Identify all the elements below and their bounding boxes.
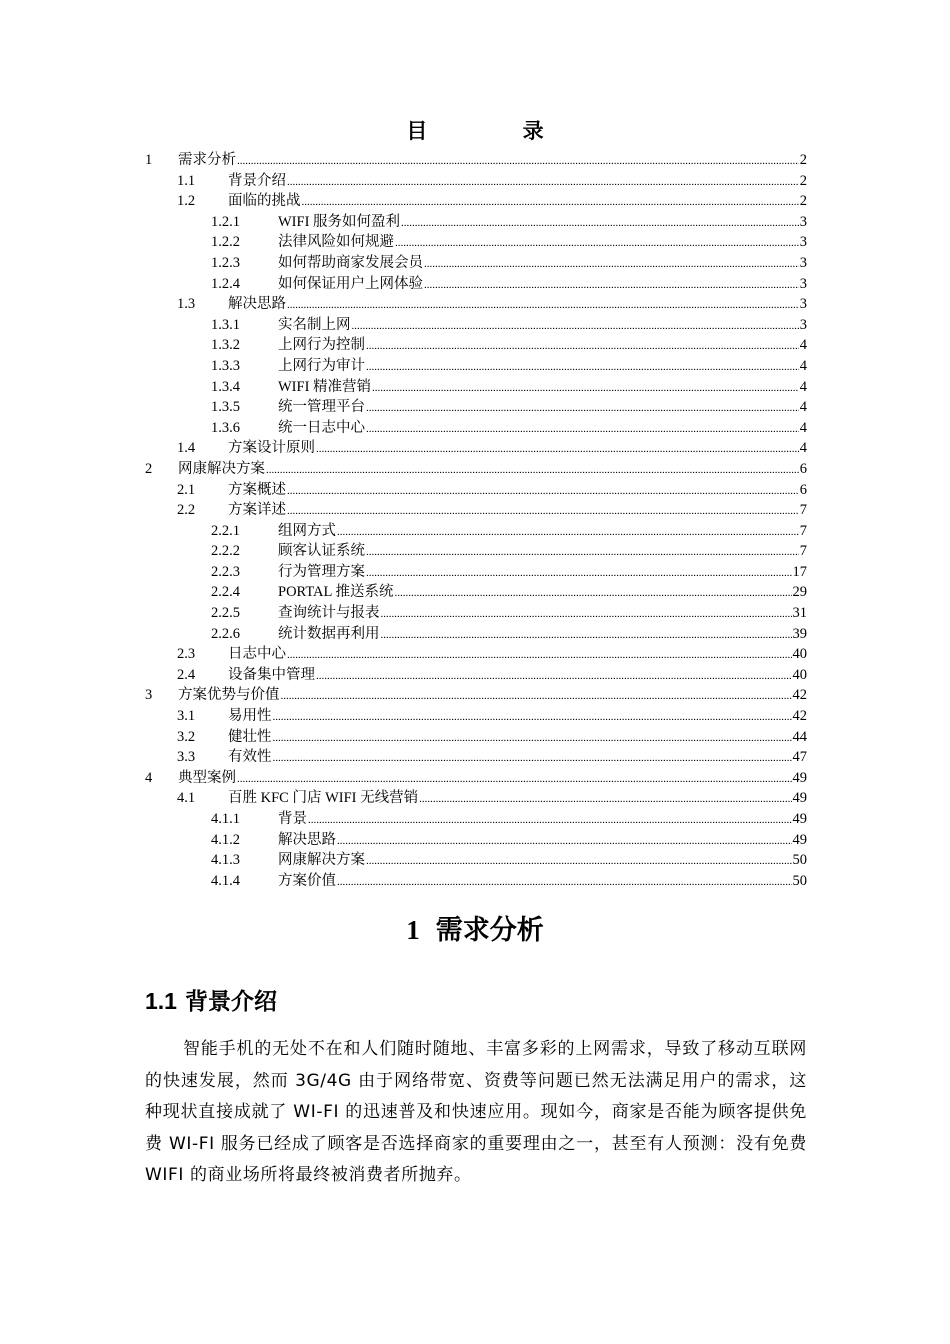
toc-entry-number: 2.2 xyxy=(177,502,196,519)
toc-entry-number: 2.2.1 xyxy=(211,522,240,539)
toc-entry-page: 47 xyxy=(792,749,807,766)
toc-entry-title: 有效性 xyxy=(228,749,272,766)
toc-dot-leader xyxy=(281,686,792,707)
toc-dot-leader xyxy=(302,192,799,213)
toc-entry-title: 日志中心 xyxy=(228,646,286,663)
toc-entry[interactable] xyxy=(145,232,807,253)
toc-entry-page: 3 xyxy=(799,316,807,333)
toc-dot-leader xyxy=(366,542,799,563)
toc-entry-number: 2.2.3 xyxy=(211,563,240,580)
toc-entry-number: 3.2 xyxy=(177,728,196,745)
toc-entry-page: 3 xyxy=(799,254,807,271)
toc-dot-leader xyxy=(366,419,799,440)
toc-entry-number: 2.2.4 xyxy=(211,584,240,601)
toc-entry-title: PORTAL 推送系统 xyxy=(278,584,394,601)
toc-entry[interactable] xyxy=(145,603,807,624)
toc-entry-title: 网康解决方案 xyxy=(278,852,365,869)
toc-entry-page: 7 xyxy=(799,543,807,560)
toc-entry-number: 1.3.2 xyxy=(211,337,240,354)
toc-dot-leader xyxy=(287,645,792,666)
table-of-contents xyxy=(145,150,807,891)
section-heading xyxy=(145,983,277,1016)
toc-entry-title: 典型案例 xyxy=(178,769,236,786)
toc-entry-title: 如何帮助商家发展会员 xyxy=(278,254,423,271)
toc-entry-number: 1.1 xyxy=(177,172,196,189)
toc-entry[interactable] xyxy=(145,768,807,789)
toc-dot-leader xyxy=(337,522,799,543)
toc-entry-number: 1.3.1 xyxy=(211,316,240,333)
body-paragraph: 智能手机的无处不在和人们随时随地、丰富多彩的上网需求，导致了移动互联网的快速发展，然而 3G/4G 由于网络带宽、资费等问题已然无法满足用户的需求，这种现状直接成就了 WI-FI 的迅速普及和快速应用。现如今，商家是否能为顾客提供免费 WI-FI 服务已经成了顾客是否选择商家的重要理由之一，甚至有人预测：没有免费 WIFI 的商业场所将最终被消费者所抛弃。 xyxy=(145,1039,807,1186)
toc-entry[interactable] xyxy=(145,665,807,686)
toc-entry-title: 组网方式 xyxy=(278,522,336,539)
toc-entry[interactable] xyxy=(145,191,807,212)
toc-entry-title: 实名制上网 xyxy=(278,316,351,333)
toc-entry-number: 2.2.6 xyxy=(211,625,240,642)
toc-dot-leader xyxy=(266,460,799,481)
toc-entry[interactable] xyxy=(145,521,807,542)
toc-entry[interactable] xyxy=(145,397,807,418)
toc-entry-title: 需求分析 xyxy=(178,152,236,168)
toc-entry-title: 如何保证用户上网体验 xyxy=(278,275,423,292)
toc-entry-page: 2 xyxy=(799,172,807,189)
toc-entry[interactable] xyxy=(145,212,807,233)
toc-entry-title: 百胜 KFC 门店 WIFI 无线营销 xyxy=(228,790,419,807)
toc-entry[interactable] xyxy=(145,294,807,315)
toc-entry-number: 4.1.1 xyxy=(211,811,240,827)
toc-dot-leader xyxy=(372,378,799,399)
toc-entry-page: 40 xyxy=(792,666,807,683)
toc-entry-page: 3 xyxy=(799,275,807,292)
toc-entry-page: 7 xyxy=(799,522,807,539)
toc-entry-title: 面临的挑战 xyxy=(228,193,301,210)
toc-entry-number: 2 xyxy=(145,460,153,477)
toc-entry-title: 统计数据再利用 xyxy=(278,625,380,642)
toc-dot-leader xyxy=(419,789,791,810)
toc-dot-leader xyxy=(366,336,799,357)
toc-entry-page: 17 xyxy=(792,563,807,580)
toc-entry-page: 50 xyxy=(792,852,807,869)
toc-entry-number: 1.2.4 xyxy=(211,275,240,292)
toc-entry-page: 2 xyxy=(799,152,807,168)
toc-dot-leader xyxy=(366,398,799,419)
toc-entry-page: 3 xyxy=(799,296,807,313)
toc-entry-page: 31 xyxy=(792,605,807,622)
toc-entry-page: 49 xyxy=(792,811,807,827)
toc-entry-page: 42 xyxy=(792,687,807,704)
toc-entry[interactable] xyxy=(145,809,807,830)
toc-entry-number: 3 xyxy=(145,687,153,704)
toc-entry[interactable] xyxy=(145,871,807,892)
toc-entry[interactable] xyxy=(145,830,807,851)
toc-entry[interactable] xyxy=(145,150,807,171)
toc-entry-title: 统一日志中心 xyxy=(278,419,365,436)
toc-dot-leader xyxy=(394,583,791,604)
toc-dot-leader xyxy=(287,501,799,522)
toc-dot-leader xyxy=(237,151,799,172)
toc-entry-page: 42 xyxy=(792,708,807,725)
toc-entry-page: 3 xyxy=(799,234,807,251)
toc-entry-title: 方案详述 xyxy=(228,502,286,519)
toc-entry-title: 背景 xyxy=(278,811,307,827)
toc-entry[interactable] xyxy=(145,727,807,748)
toc-entry-page: 40 xyxy=(792,646,807,663)
toc-entry[interactable] xyxy=(145,356,807,377)
chapter-number: 1 xyxy=(406,915,420,945)
section-title: 背景介绍 xyxy=(184,989,277,1015)
toc-entry-title: 设备集中管理 xyxy=(228,666,315,683)
toc-entry-number: 1.3.6 xyxy=(211,419,240,436)
toc-dot-leader xyxy=(273,748,792,769)
toc-entry-number: 4.1.2 xyxy=(211,831,240,848)
toc-entry[interactable] xyxy=(145,747,807,768)
toc-entry-title: 解决思路 xyxy=(278,831,336,848)
toc-entry-number: 4.1.4 xyxy=(211,872,240,889)
toc-entry-title: 顾客认证系统 xyxy=(278,543,365,560)
toc-entry-title: 解决思路 xyxy=(228,296,286,313)
toc-entry-number: 2.4 xyxy=(177,666,196,683)
toc-entry-title: 易用性 xyxy=(228,708,272,725)
toc-entry-page: 4 xyxy=(799,337,807,354)
toc-dot-leader xyxy=(381,604,792,625)
toc-entry-page: 3 xyxy=(799,213,807,230)
toc-entry-title: WIFI 服务如何盈利 xyxy=(278,213,401,230)
toc-entry-number: 4.1.3 xyxy=(211,852,240,869)
toc-entry-page: 29 xyxy=(792,584,807,601)
toc-entry[interactable] xyxy=(145,500,807,521)
chapter-title: 需求分析 xyxy=(435,915,544,946)
toc-entry[interactable] xyxy=(145,171,807,192)
toc-entry-page: 49 xyxy=(792,831,807,848)
section-number: 1.1 xyxy=(145,988,177,1014)
toc-dot-leader xyxy=(424,254,799,275)
toc-entry[interactable] xyxy=(145,685,807,706)
toc-entry-page: 50 xyxy=(792,872,807,889)
toc-dot-leader xyxy=(381,625,792,646)
toc-entry[interactable] xyxy=(145,850,807,871)
toc-entry-page: 39 xyxy=(792,625,807,642)
toc-entry-number: 1.3.4 xyxy=(211,378,240,395)
toc-entry-number: 1.3 xyxy=(177,296,196,313)
toc-entry-title: 行为管理方案 xyxy=(278,563,365,580)
toc-dot-leader xyxy=(337,872,792,893)
toc-dot-leader xyxy=(237,769,792,790)
toc-entry-title: 法律风险如何规避 xyxy=(278,234,394,251)
toc-entry[interactable] xyxy=(145,582,807,603)
toc-entry-number: 2.2.5 xyxy=(211,605,240,622)
toc-entry-number: 1.3.3 xyxy=(211,357,240,374)
toc-entry-page: 6 xyxy=(799,481,807,498)
toc-entry-number: 2.2.2 xyxy=(211,543,240,560)
toc-entry-page: 49 xyxy=(792,769,807,786)
toc-entry-number: 1.3.5 xyxy=(211,399,240,416)
toc-entry-number: 1.2.3 xyxy=(211,254,240,271)
toc-entry[interactable] xyxy=(145,377,807,398)
toc-entry[interactable] xyxy=(145,438,807,459)
chapter-heading xyxy=(0,908,950,947)
toc-entry[interactable] xyxy=(145,788,807,809)
toc-entry[interactable] xyxy=(145,644,807,665)
toc-dot-leader xyxy=(424,275,799,296)
toc-entry-title: 查询统计与报表 xyxy=(278,605,380,622)
toc-entry-page: 7 xyxy=(799,502,807,519)
toc-entry-number: 1.2.1 xyxy=(211,213,240,230)
toc-entry-page: 2 xyxy=(799,193,807,210)
toc-entry[interactable] xyxy=(145,541,807,562)
toc-dot-leader xyxy=(308,810,792,831)
toc-entry-page: 44 xyxy=(792,728,807,745)
toc-dot-leader xyxy=(316,666,792,687)
toc-entry-title: 统一管理平台 xyxy=(278,399,365,416)
toc-entry-number: 1.4 xyxy=(177,440,196,457)
toc-entry-number: 3.3 xyxy=(177,749,196,766)
toc-entry-number: 1 xyxy=(145,152,153,168)
toc-entry-number: 1.2 xyxy=(177,193,196,210)
toc-dot-leader xyxy=(337,831,792,852)
toc-dot-leader xyxy=(273,728,792,749)
toc-entry-number: 2.3 xyxy=(177,646,196,663)
toc-entry[interactable] xyxy=(145,562,807,583)
toc-entry-title: 上网行为审计 xyxy=(278,357,365,374)
toc-entry[interactable] xyxy=(145,315,807,336)
toc-entry[interactable] xyxy=(145,253,807,274)
toc-entry-title: 方案设计原则 xyxy=(228,440,315,457)
toc-entry-title: WIFI 精准营销 xyxy=(278,378,372,395)
toc-entry[interactable] xyxy=(145,335,807,356)
toc-entry-number: 4.1 xyxy=(177,790,196,807)
toc-entry-title: 方案价值 xyxy=(278,872,336,889)
toc-entry-page: 4 xyxy=(799,419,807,436)
toc-dot-leader xyxy=(366,357,799,378)
toc-entry-page: 49 xyxy=(792,790,807,807)
toc-title: 目 录 xyxy=(406,119,588,143)
toc-entry-title: 背景介绍 xyxy=(228,172,286,189)
toc-entry-number: 4 xyxy=(145,769,153,786)
toc-dot-leader xyxy=(273,707,792,728)
toc-entry[interactable] xyxy=(145,480,807,501)
toc-entry[interactable] xyxy=(145,418,807,439)
toc-entry-number: 1.2.2 xyxy=(211,234,240,251)
toc-entry-title: 方案概述 xyxy=(228,481,286,498)
toc-entry-page: 6 xyxy=(799,460,807,477)
toc-entry-number: 3.1 xyxy=(177,708,196,725)
toc-dot-leader xyxy=(395,233,799,254)
toc-entry[interactable] xyxy=(145,624,807,645)
toc-entry-title: 网康解决方案 xyxy=(178,460,265,477)
toc-dot-leader xyxy=(287,295,799,316)
toc-entry-number: 2.1 xyxy=(177,481,196,498)
toc-entry-title: 健壮性 xyxy=(228,728,272,745)
toc-entry[interactable] xyxy=(145,706,807,727)
toc-entry-page: 4 xyxy=(799,399,807,416)
toc-dot-leader xyxy=(401,213,799,234)
toc-entry-page: 4 xyxy=(799,440,807,457)
toc-entry[interactable] xyxy=(145,274,807,295)
toc-dot-leader xyxy=(366,851,792,872)
toc-entry-page: 4 xyxy=(799,378,807,395)
toc-entry-page: 4 xyxy=(799,357,807,374)
toc-dot-leader xyxy=(287,481,799,502)
toc-dot-leader xyxy=(352,316,799,337)
toc-entry-title: 方案优势与价值 xyxy=(178,687,280,704)
toc-dot-leader xyxy=(366,563,792,584)
toc-entry-title: 上网行为控制 xyxy=(278,337,365,354)
toc-entry[interactable] xyxy=(145,459,807,480)
toc-dot-leader xyxy=(287,172,799,193)
toc-dot-leader xyxy=(316,439,799,460)
